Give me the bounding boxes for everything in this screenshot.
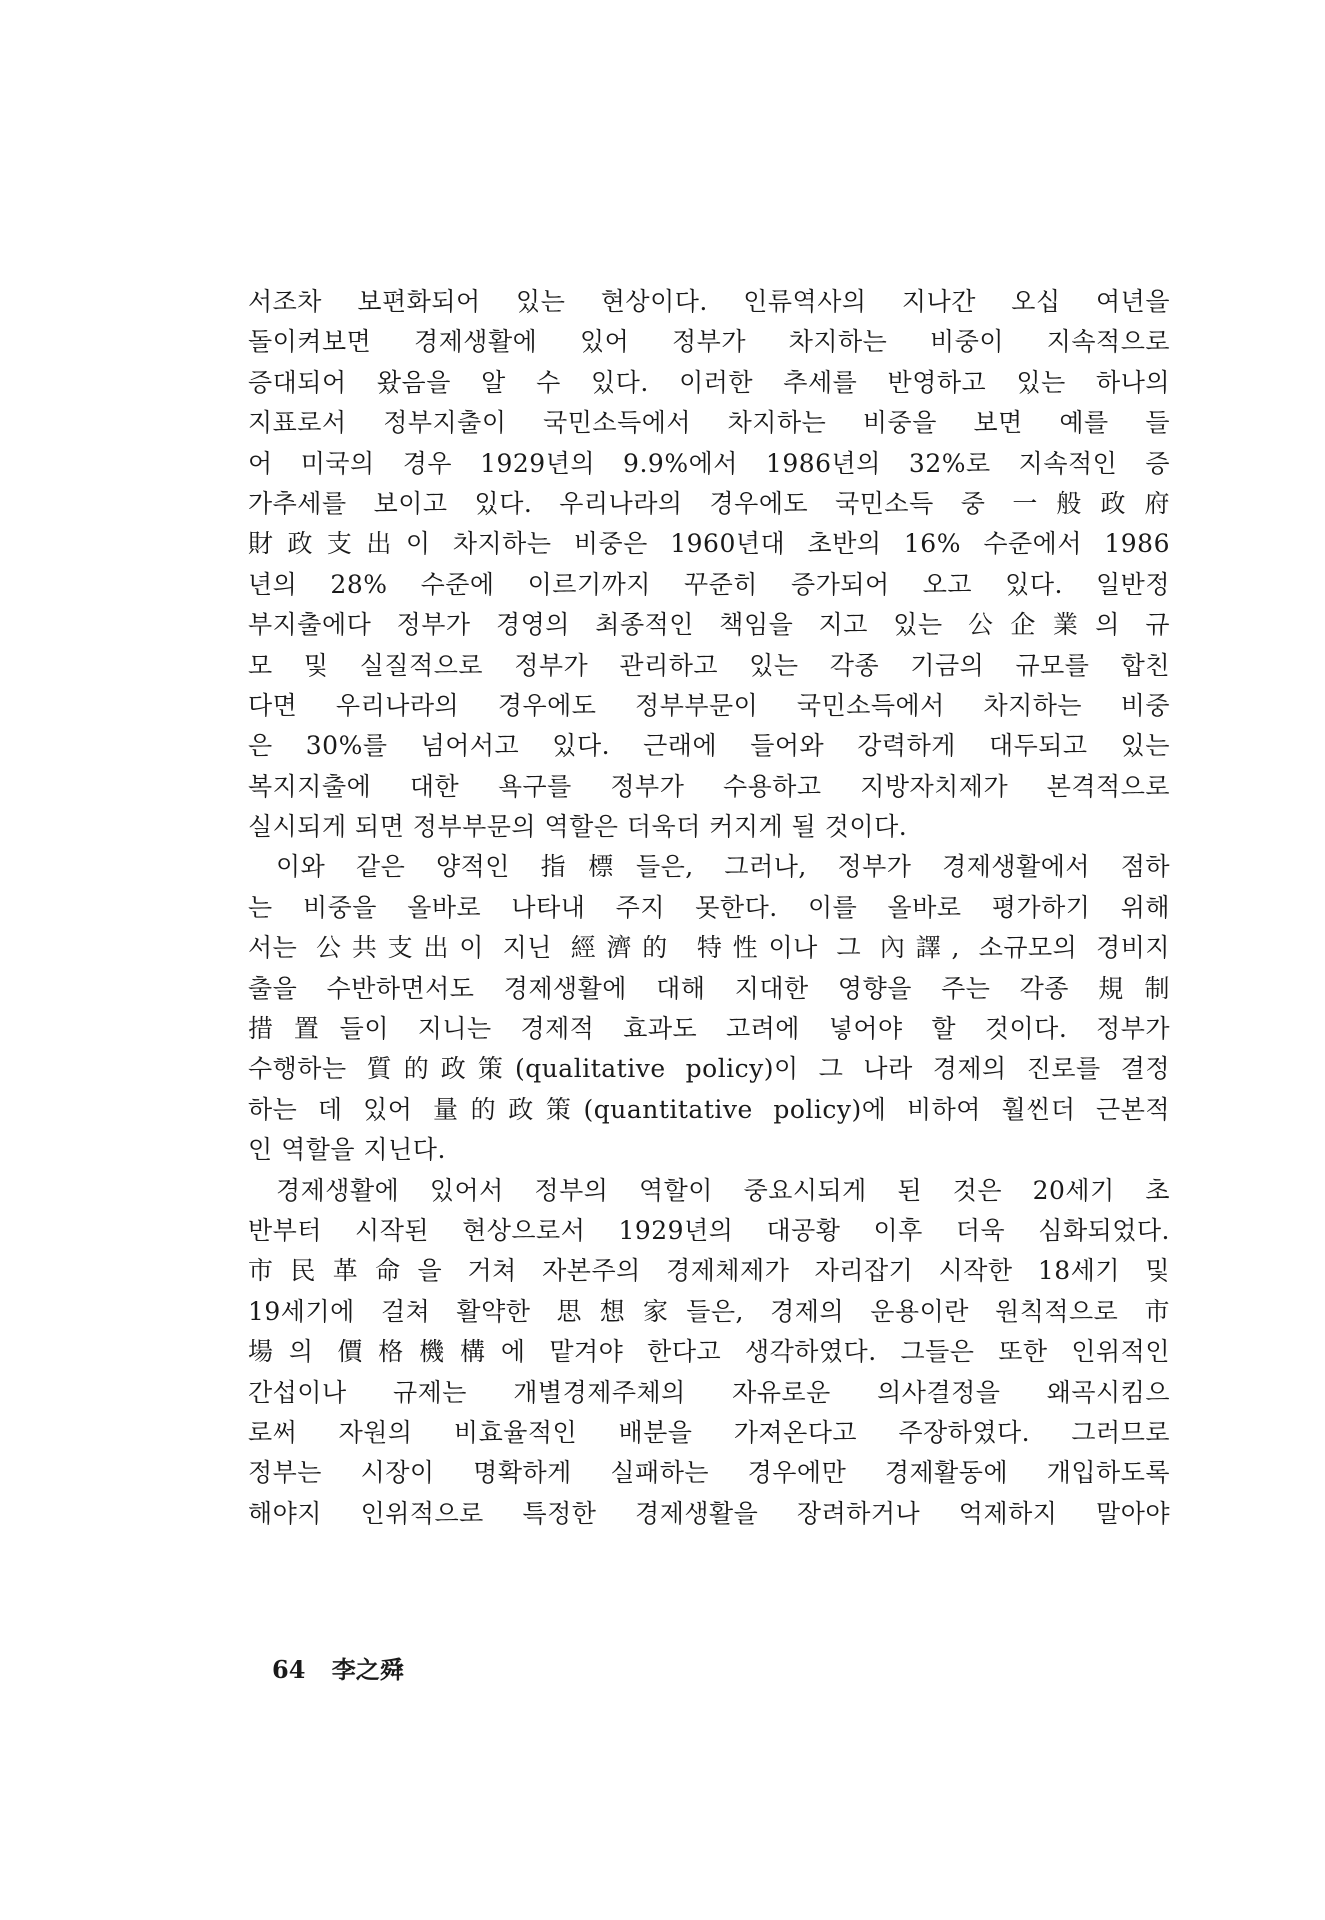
text-line: 수행하는 質的政策(qualitative policy)이 그 나라 경제의 진로를 결정 bbox=[248, 1054, 1170, 1084]
text-line: 실시되게 되면 정부부문의 역할은 더욱더 커지게 될 것이다. bbox=[248, 812, 908, 842]
text-line: 년의 28% 수준에 이르기까지 꾸준히 증가되어 오고 있다. 일반정 bbox=[248, 569, 1170, 599]
text-line: 반부터 시작된 현상으로서 1929년의 대공황 이후 더욱 심화되었다. bbox=[248, 1215, 1170, 1245]
text-line: 출을 수반하면서도 경제생활에 대해 지대한 영향을 주는 각종 規制 bbox=[248, 973, 1170, 1003]
text-line: 해야지 인위적으로 특정한 경제생활을 장려하거나 억제하지 말아야 bbox=[248, 1498, 1170, 1528]
page-footer bbox=[272, 1650, 404, 1685]
text-line: 로써 자원의 비효율적인 배분을 가져온다고 주장하였다. 그러므로 bbox=[248, 1417, 1170, 1447]
text-line: 는 비중을 올바로 나타내 주지 못한다. 이를 올바로 평가하기 위해 bbox=[248, 892, 1170, 922]
text-line: 증대되어 왔음을 알 수 있다. 이러한 추세를 반영하고 있는 하나의 bbox=[248, 367, 1170, 397]
text-line: 돌이켜보면 경제생활에 있어 정부가 차지하는 비중이 지속적으로 bbox=[248, 327, 1170, 357]
text-line: 19세기에 걸쳐 활약한 思想家들은, 경제의 운용이란 원칙적으로 市 bbox=[248, 1296, 1170, 1326]
text-line: 복지지출에 대한 욕구를 정부가 수용하고 지방자치제가 본격적으로 bbox=[248, 771, 1170, 801]
paragraph-1 bbox=[248, 282, 1170, 847]
text-line: 다면 우리나라의 경우에도 정부부문이 국민소득에서 차지하는 비중 bbox=[248, 690, 1170, 720]
author-name: 李之舜 bbox=[331, 1655, 404, 1684]
body-text bbox=[248, 282, 1170, 1534]
paragraph-3 bbox=[248, 1171, 1170, 1535]
text-line: 하는 데 있어 量的政策(quantitative policy)에 비하여 훨씬더 근본적 bbox=[248, 1094, 1170, 1124]
text-line: 간섭이나 규제는 개별경제주체의 자유로운 의사결정을 왜곡시킴으 bbox=[248, 1377, 1170, 1407]
text-line: 부지출에다 정부가 경영의 최종적인 책임을 지고 있는 公企業의 규 bbox=[248, 610, 1170, 640]
text-line: 場의 價格機構에 맡겨야 한다고 생각하였다. 그들은 또한 인위적인 bbox=[248, 1337, 1170, 1367]
text-line: 市民革命을 거쳐 자본주의 경제체제가 자리잡기 시작한 18세기 및 bbox=[248, 1256, 1170, 1286]
text-line: 이와 같은 양적인 指標들은, 그러나, 정부가 경제생활에서 점하 bbox=[276, 852, 1170, 882]
text-line: 서는 公共支出이 지닌 經濟的 特性이나 그 內譯, 소규모의 경비지 bbox=[248, 933, 1170, 963]
text-line: 경제생활에 있어서 정부의 역할이 중요시되게 된 것은 20세기 초 bbox=[276, 1175, 1170, 1205]
text-line: 은 30%를 넘어서고 있다. 근래에 들어와 강력하게 대두되고 있는 bbox=[248, 731, 1170, 761]
text-line: 정부는 시장이 명확하게 실패하는 경우에만 경제활동에 개입하도록 bbox=[248, 1458, 1170, 1488]
text-line: 어 미국의 경우 1929년의 9.9%에서 1986년의 32%로 지속적인 증 bbox=[248, 448, 1170, 478]
text-line: 가추세를 보이고 있다. 우리나라의 경우에도 국민소득 중 一般政府 bbox=[248, 488, 1170, 518]
text-line: 서조차 보편화되어 있는 현상이다. 인류역사의 지나간 오십 여년을 bbox=[248, 287, 1170, 316]
page-number: 64 bbox=[272, 1655, 306, 1684]
text-line: 지표로서 정부지출이 국민소득에서 차지하는 비중을 보면 예를 들 bbox=[248, 408, 1170, 438]
text-line: 모 및 실질적으로 정부가 관리하고 있는 각종 기금의 규모를 합친 bbox=[248, 650, 1170, 680]
paragraph-2 bbox=[248, 847, 1170, 1170]
text-line: 財政支出이 차지하는 비중은 1960년대 초반의 16% 수준에서 1986 bbox=[248, 529, 1170, 559]
text-line: 措置들이 지니는 경제적 효과도 고려에 넣어야 할 것이다. 정부가 bbox=[248, 1014, 1170, 1044]
text-line: 인 역할을 지닌다. bbox=[248, 1135, 446, 1165]
